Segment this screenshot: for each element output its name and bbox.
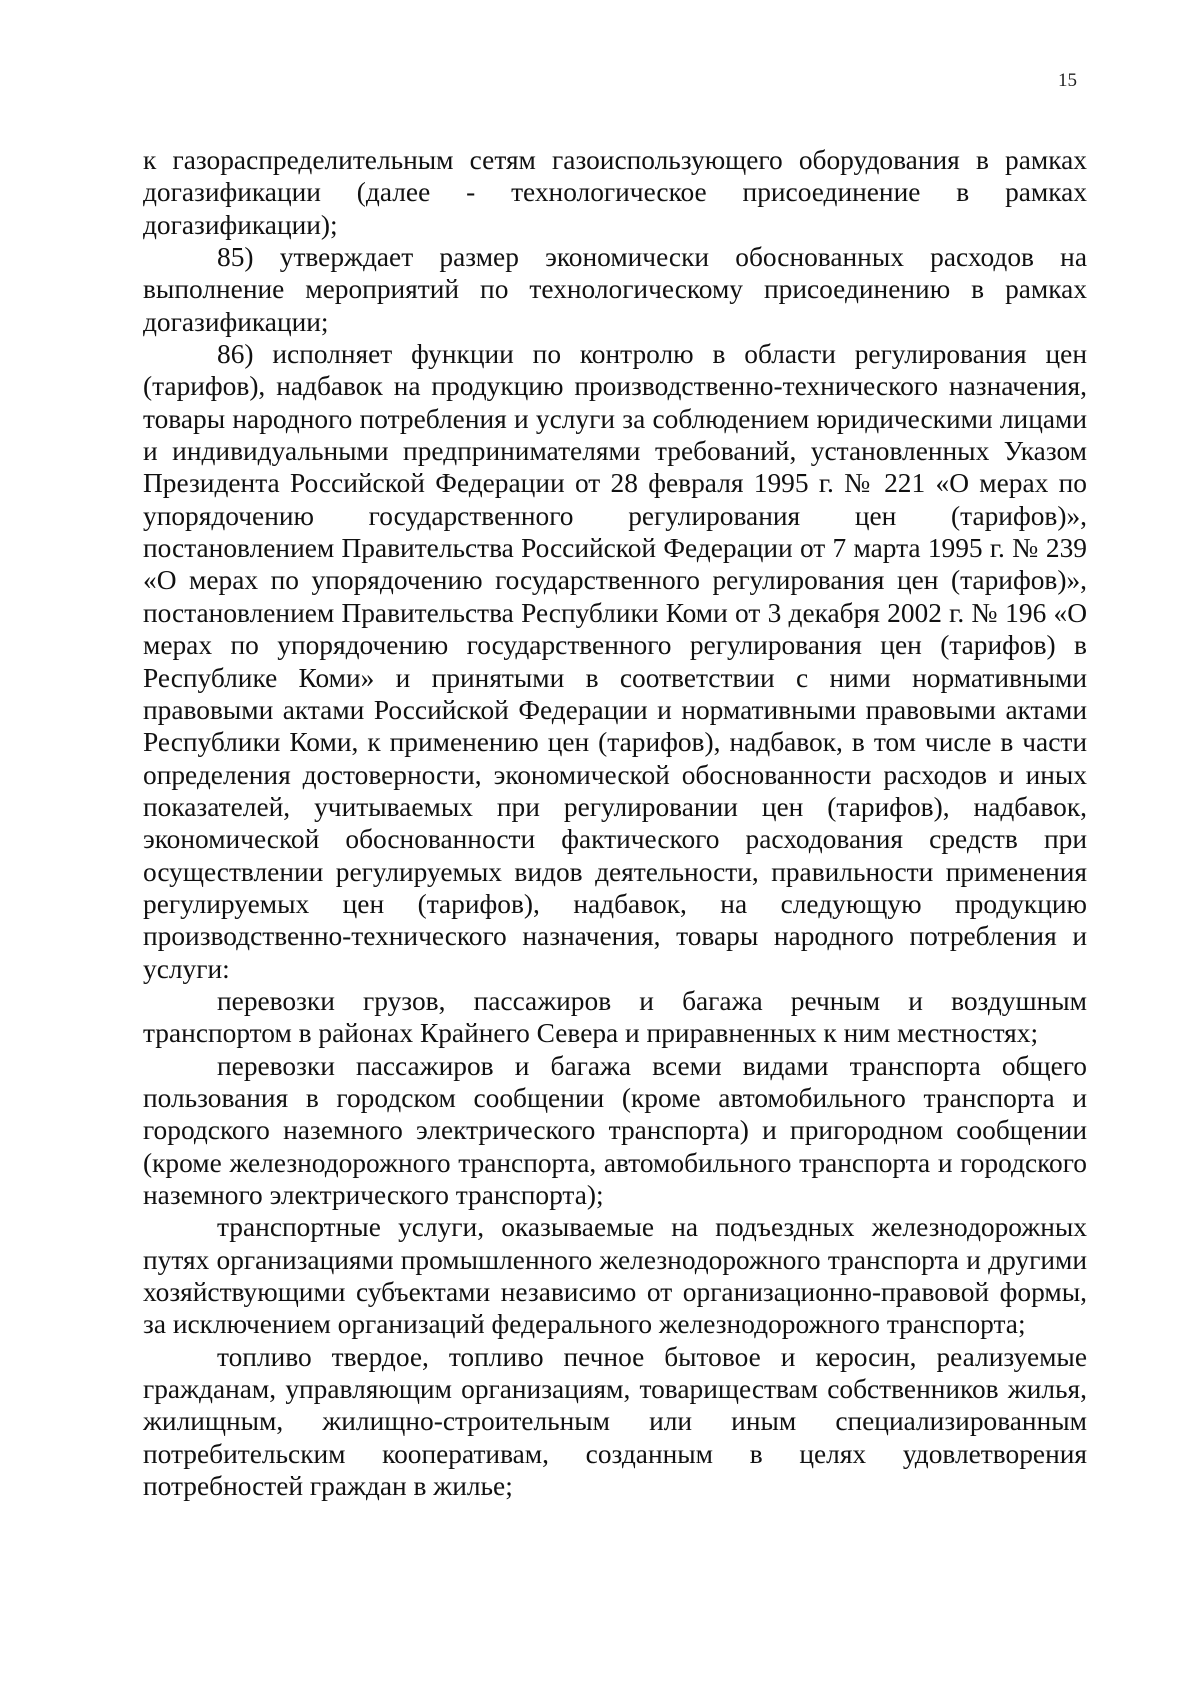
paragraph-fuel: топливо твердое, топливо печное бытовое и керосин, реализуемые гражданам, управляющим организациям, товариществам собственников жилья, жилищным, жилищно-строительным или иным специализированным потребительским кооперативам, созданным в целях удовлетворения потребностей граждан в жилье; [143, 1341, 1087, 1502]
document-body [143, 144, 1087, 1502]
paragraph-item-86: 86) исполняет функции по контролю в области регулирования цен (тарифов), надбавок на продукцию производственно-технического назначения, товары народного потребления и услуги за соблюдением юридическими лицами и индивидуальными предпринимателями требований, установленных Указом Президента Российской Федерации от 28 февраля 1995 г. № 221 «О мерах по упорядочению государственного регулирования цен (тарифов)», постановлением Правительства Российской Федерации от 7 марта 1995 г. № 239 «О мерах по упорядочению государственного регулирования цен (тарифов)», постановлением Правительства Республики Коми от 3 декабря 2002 г. № 196 «О мерах по упорядочению государственного регулирования цен (тарифов) в Республике Коми» и принятыми в соответствии с ними нормативными правовыми актами Российской Федерации и нормативными правовыми актами Республики Коми, к применению цен (тарифов), надбавок, в том числе в части определения достоверности, экономической обоснованности расходов и иных показателей, учитываемых при регулировании цен (тарифов), надбавок, экономической обоснованности фактического расходования средств при осуществлении регулируемых видов деятельности, правильности применения регулируемых цен (тарифов), надбавок, на следующую продукцию производственно-технического назначения, товары народного потребления и услуги: [143, 339, 1087, 984]
paragraph-river-air-transport: перевозки грузов, пассажиров и багажа речным и воздушным транспортом в районах Крайнего Севера и приравненных к ним местностях; [143, 985, 1087, 1049]
paragraph-continuation: к газораспределительным сетям газоиспользующего оборудования в рамках догазификации (далее - технологическое присоединение в рамках догазификации); [143, 145, 1087, 240]
paragraph-urban-transport: перевозки пассажиров и багажа всеми видами транспорта общего пользования в городском сообщении (кроме автомобильного транспорта и городского наземного электрического транспорта) и пригородном сообщении (кроме железнодорожного транспорта, автомобильного транспорта и городского наземного электрического транспорта); [143, 1050, 1087, 1210]
page-number: 15 [1058, 70, 1077, 91]
paragraph-item-85: 85) утверждает размер экономически обоснованных расходов на выполнение мероприятий по технологическому присоединению в рамках догазификации; [143, 242, 1087, 337]
paragraph-rail-siding-services: транспортные услуги, оказываемые на подъездных железнодорожных путях организациями промышленного железнодорожного транспорта и другими хозяйствующими субъектами независимо от организационно-правовой формы, за исключением организаций федерального железнодорожного транспорта; [143, 1212, 1087, 1340]
